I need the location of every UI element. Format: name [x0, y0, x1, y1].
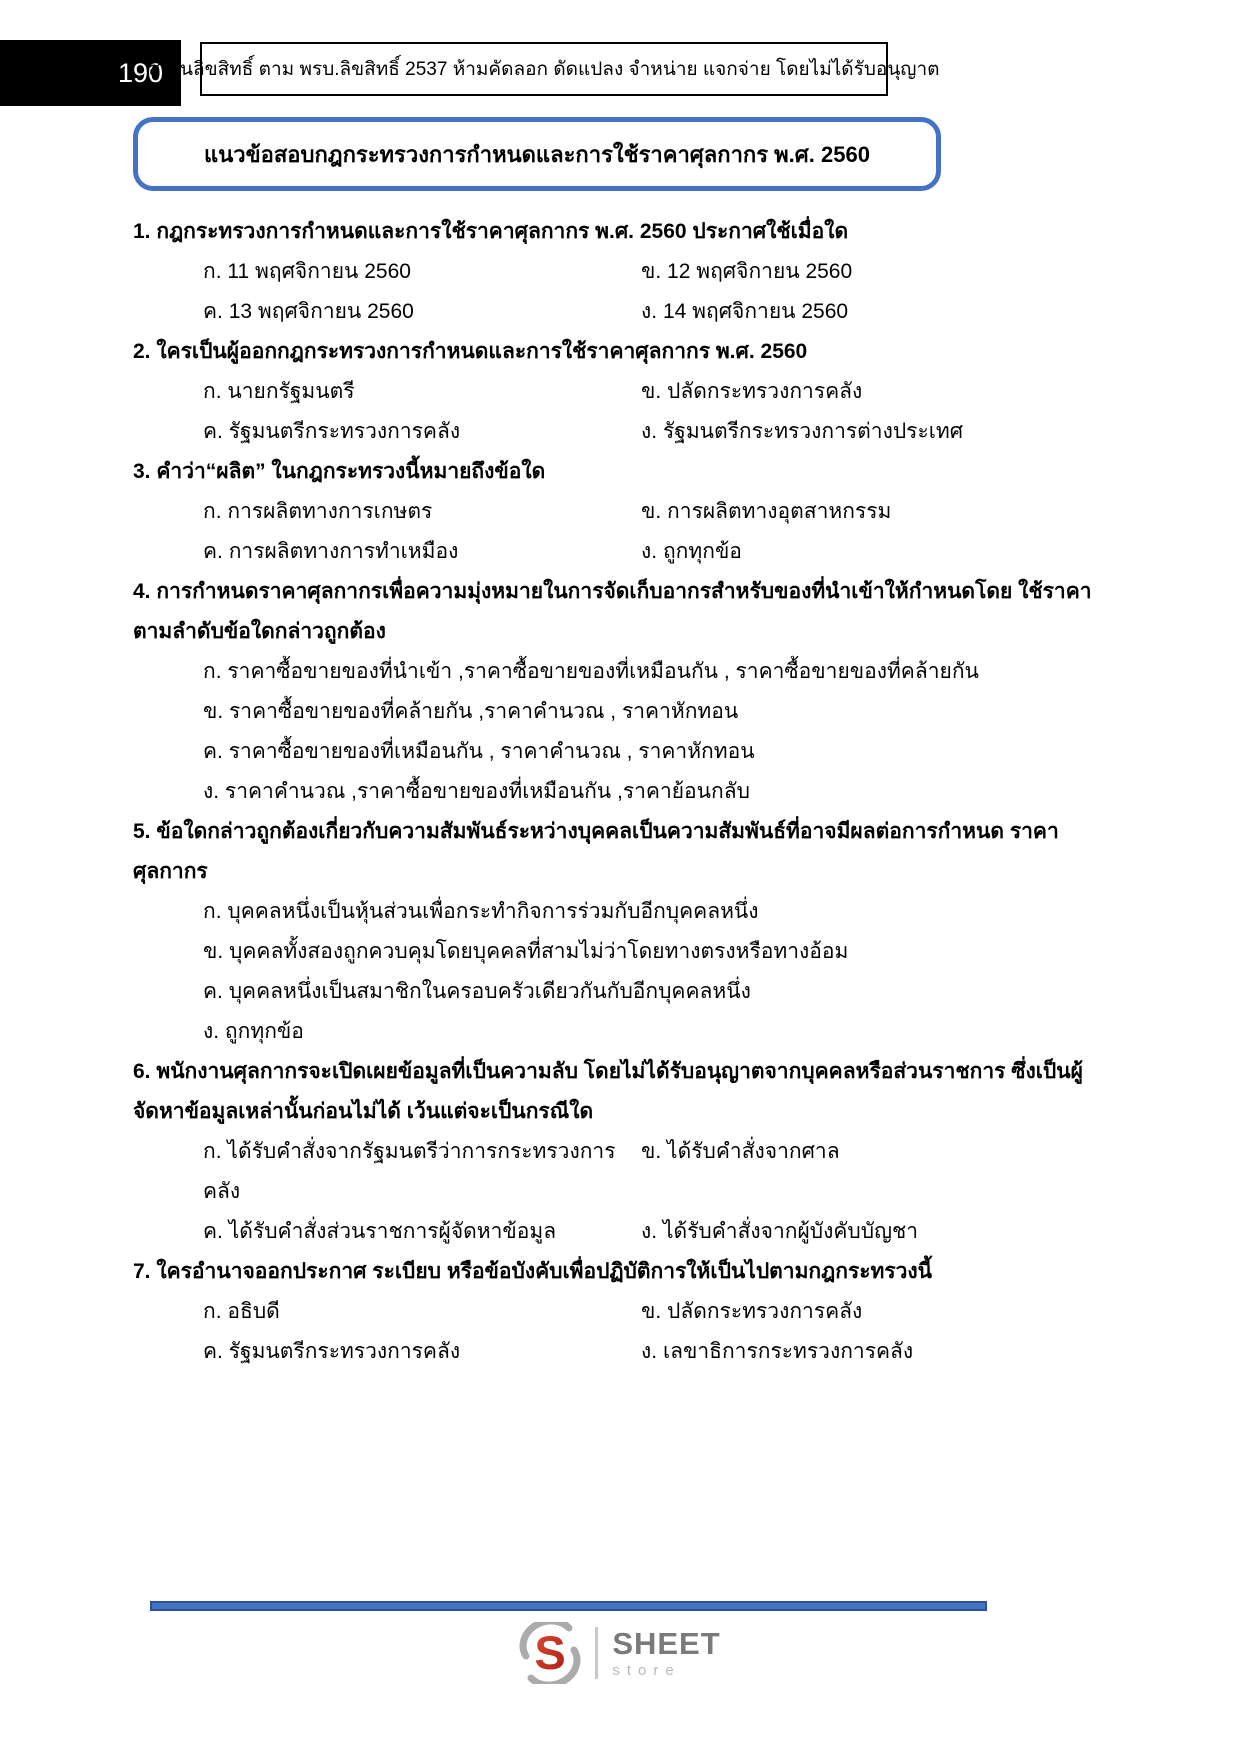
sheet-store-s-icon: [519, 1622, 581, 1684]
question-3-choice-4: ง. ถูกทุกข้อ: [641, 540, 742, 563]
question-1: [133, 212, 1110, 332]
question-1-choice-4: ง. 14 พฤศจิกายน 2560: [641, 300, 849, 323]
question-1-choices: [133, 252, 1110, 332]
question-6-choice-3: ค. ได้รับคำสั่งส่วนราชการผู้จัดหาข้อมูล: [203, 1220, 557, 1243]
question-1-choice-1: ก. 11 พฤศจิกายน 2560: [203, 260, 411, 283]
question-5-choices: [133, 892, 1110, 1052]
question-4-choices: [133, 652, 1110, 812]
question-6-choice-1: ก. ได้รับคำสั่งจากรัฐมนตรีว่าการกระทรวงการคลัง: [203, 1140, 616, 1203]
question-5-text: 5. ข้อใดกล่าวถูกต้องเกี่ยวกับความสัมพันธ์ระหว่างบุคคลเป็นความสัมพันธ์ที่อาจมีผลต่อการกำหนด ราคาศุลกากร: [133, 820, 1059, 883]
question-5: [133, 812, 1110, 1052]
question-3-text: 3. คำว่า“ผลิต” ในกฎกระทรวงนี้หมายถึงข้อใด: [133, 460, 546, 483]
question-2-choice-1: ก. นายกรัฐมนตรี: [203, 380, 355, 403]
question-4-choice-3: ค. ราคาซื้อขายของที่เหมือนกัน , ราคาคำนวณ , ราคาหักทอน: [203, 740, 755, 763]
question-4-text: 4. การกำหนดราคาศุลกากรเพื่อความมุ่งหมายในการจัดเก็บอากรสำหรับของที่นำเข้าให้กำหนดโดย ใช้ราคาตามลำดับข้อใดกล่าวถูกต้อง: [133, 580, 1092, 643]
question-1-choice-2: ข. 12 พฤศจิกายน 2560: [641, 260, 853, 283]
question-7: [133, 1252, 1110, 1372]
question-3-choice-3: ค. การผลิตทางการทำเหมือง: [203, 540, 459, 563]
logo-name-text: SHEET: [612, 1626, 721, 1661]
question-4: [133, 572, 1110, 812]
svg-text:S: S: [534, 1626, 566, 1679]
question-7-text: 7. ใครอำนาจออกประกาศ ระเบียบ หรือข้อบังคับเพื่อปฏิบัติการให้เป็นไปตามกฎกระทรวงนี้: [133, 1260, 933, 1283]
logo-text-column: [612, 1628, 720, 1678]
question-6-text: 6. พนักงานศุลกากรจะเปิดเผยข้อมูลที่เป็นความลับ โดยไม่ได้รับอนุญาตจากบุคคลหรือส่วนราชการ ซึ่งเป็นผู้จัดหาข้อมูลเหล่านั้นก่อนไม่ได้ เว้นแต่จะเป็นกรณีใด: [133, 1060, 1083, 1123]
question-4-choice-4: ง. ราคาคำนวณ ,ราคาซื้อขายของที่เหมือนกัน ,ราคาย้อนกลับ: [203, 780, 750, 803]
question-3-choices: [133, 492, 1110, 572]
logo-divider: [595, 1627, 598, 1679]
sheet-store-logo: [0, 1622, 1240, 1684]
question-3: [133, 452, 1110, 572]
question-7-choice-4: ง. เลขาธิการกระทรวงการคลัง: [641, 1340, 914, 1363]
exam-title-box: [133, 117, 941, 191]
question-2-choice-3: ค. รัฐมนตรีกระทรวงการคลัง: [203, 420, 461, 443]
copyright-text: สงวนลิขสิทธิ์ ตาม พรบ.ลิขสิทธิ์ 2537 ห้ามคัดลอก ดัดแปลง จำหน่าย แจกจ่าย โดยไม่ได้รับอนุญาต: [148, 59, 940, 80]
question-2-choices: [133, 372, 1110, 452]
question-7-choice-3: ค. รัฐมนตรีกระทรวงการคลัง: [203, 1340, 461, 1363]
question-6-choice-4: ง. ได้รับคำสั่งจากผู้บังคับบัญชา: [641, 1220, 919, 1243]
question-7-choice-1: ก. อธิบดี: [203, 1300, 280, 1323]
question-5-choice-2: ข. บุคคลทั้งสองถูกควบคุมโดยบุคคลที่สามไม่ว่าโดยทางตรงหรือทางอ้อม: [203, 940, 849, 963]
copyright-notice-box: [148, 42, 940, 96]
question-3-choice-2: ข. การผลิตทางอุตสาหกรรม: [641, 500, 892, 523]
question-3-choice-1: ก. การผลิตทางการเกษตร: [203, 500, 433, 523]
question-6-choices: [133, 1132, 1110, 1252]
question-1-text: 1. กฎกระทรวงการกำหนดและการใช้ราคาศุลกากร พ.ศ. 2560 ประกาศใช้เมื่อใด: [133, 220, 849, 243]
question-2-text: 2. ใครเป็นผู้ออกกฎกระทรวงการกำหนดและการใช้ราคาศุลกากร พ.ศ. 2560: [133, 340, 808, 363]
question-1-choice-3: ค. 13 พฤศจิกายน 2560: [203, 300, 414, 323]
question-7-choices: [133, 1292, 1110, 1372]
question-4-choice-2: ข. ราคาซื้อขายของที่คล้ายกัน ,ราคาคำนวณ , ราคาหักทอน: [203, 700, 739, 723]
logo-sub-text: store: [612, 1662, 681, 1679]
question-2: [133, 332, 1110, 452]
question-4-choice-1: ก. ราคาซื้อขายของที่นำเข้า ,ราคาซื้อขายของที่เหมือนกัน , ราคาซื้อขายของที่คล้ายกัน: [203, 660, 979, 683]
question-6: [133, 1052, 1110, 1252]
footer-divider-line: [150, 1601, 987, 1611]
question-7-choice-2: ข. ปลัดกระทรวงการคลัง: [641, 1300, 863, 1323]
question-2-choice-2: ข. ปลัดกระทรวงการคลัง: [641, 380, 863, 403]
question-2-choice-4: ง. รัฐมนตรีกระทรวงการต่างประเทศ: [641, 420, 964, 443]
question-5-choice-1: ก. บุคคลหนึ่งเป็นหุ้นส่วนเพื่อกระทำกิจการร่วมกับอีกบุคคลหนึ่ง: [203, 900, 759, 923]
questions-section: [133, 212, 1110, 1372]
exam-title: แนวข้อสอบกฎกระทรวงการกำหนดและการใช้ราคาศุลกากร พ.ศ. 2560: [204, 141, 870, 167]
question-5-choice-4: ง. ถูกทุกข้อ: [203, 1020, 304, 1043]
question-5-choice-3: ค. บุคคลหนึ่งเป็นสมาชิกในครอบครัวเดียวกันกับอีกบุคคลหนึ่ง: [203, 980, 751, 1003]
question-6-choice-2: ข. ได้รับคำสั่งจากศาล: [641, 1140, 840, 1163]
page-number: 190: [117, 57, 163, 88]
